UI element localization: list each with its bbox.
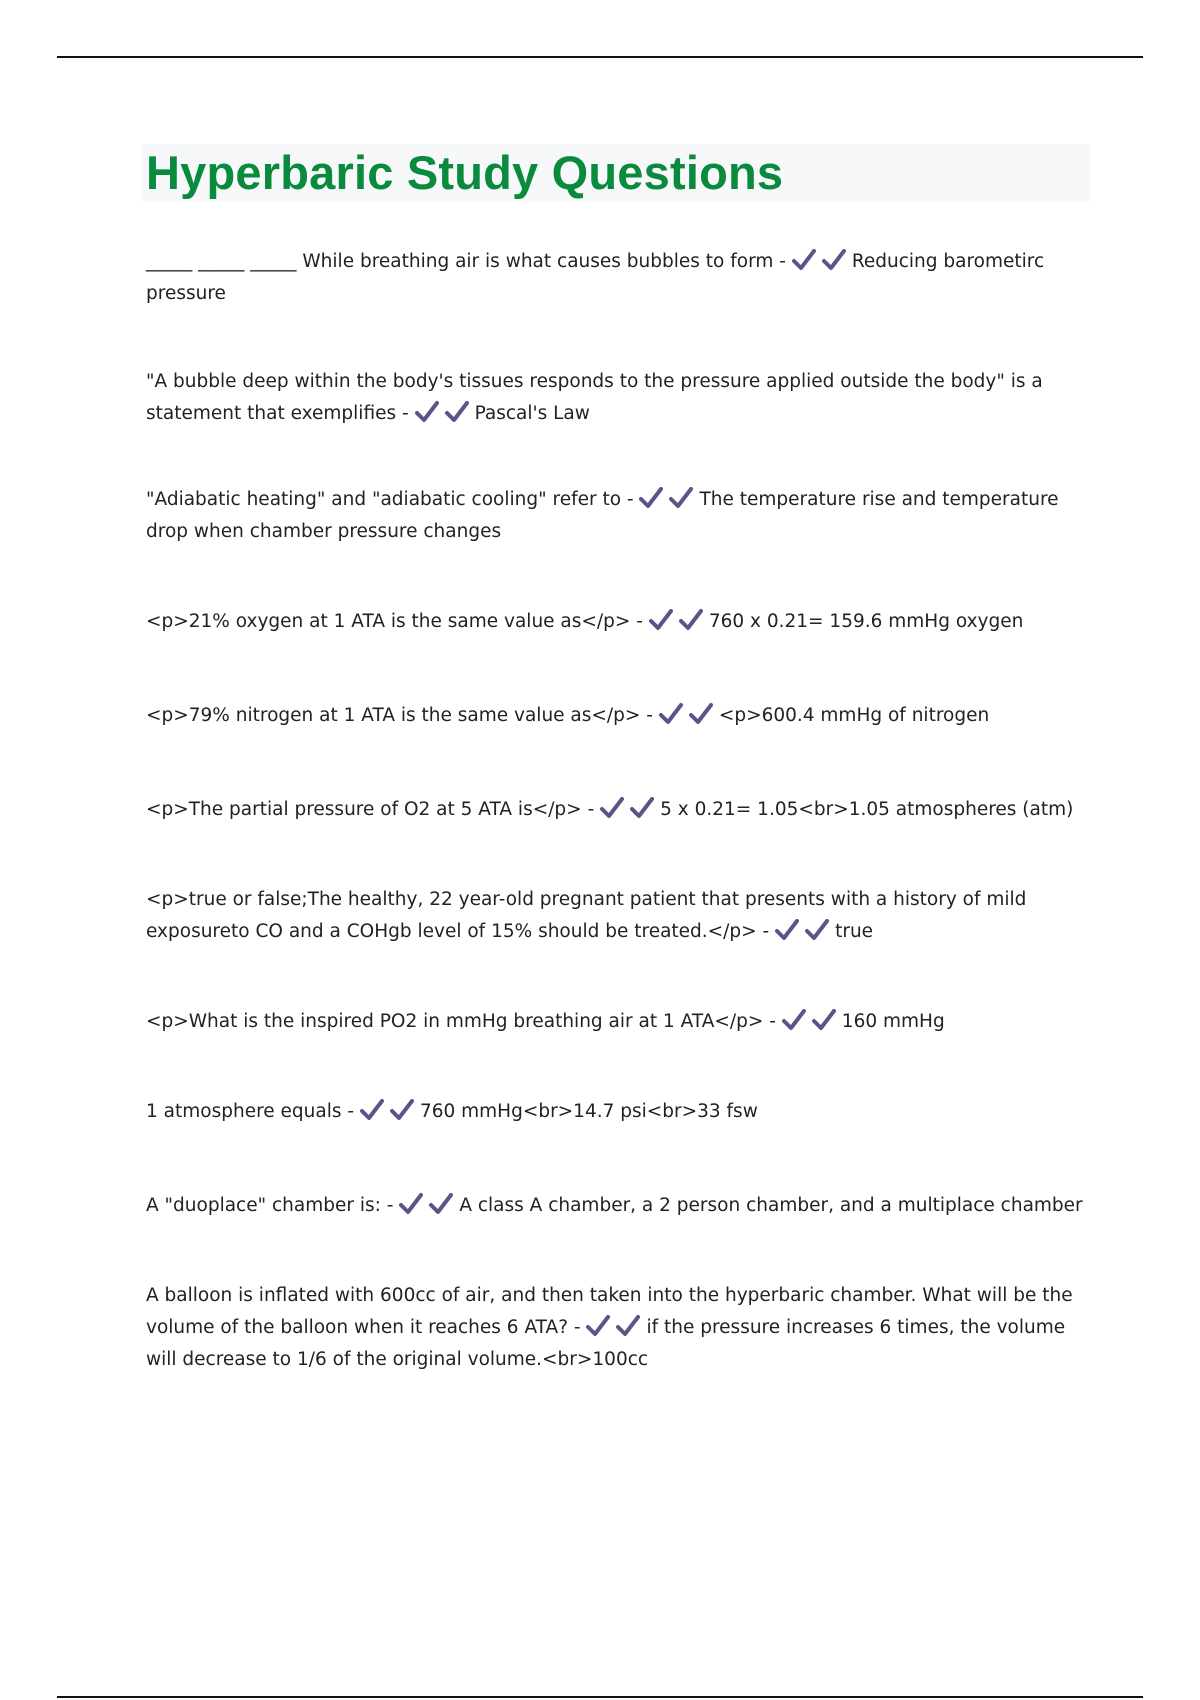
qa-item — [146, 484, 1086, 548]
question-text: "Adiabatic heating" and "adiabatic cooling" refer to — [146, 489, 622, 510]
check-icon — [782, 1009, 806, 1031]
qa-item — [146, 700, 1086, 732]
question-text: A "duoplace" chamber is: — [146, 1195, 381, 1216]
question-text: <p>true or false;The healthy, 22 year-old pregnant patient that presents with a history of mild exposureto CO and a COHgb level of 15% should be treated.</p> — [146, 889, 1027, 942]
answer-text: 760 x 0.21= 159.6 mmHg oxygen — [708, 611, 1024, 632]
qa-item — [146, 366, 1086, 430]
question-text: A balloon is inflated with 600cc of air, and then taken into the hyperbaric chamber. What will be the volume of the balloon when it reaches 6 ATA? — [146, 1285, 1073, 1338]
answer-text: Pascal's Law — [474, 403, 590, 424]
answer-text: true — [835, 921, 874, 942]
qa-item — [146, 1096, 1086, 1128]
question-text: "A bubble deep within the body's tissues responds to the pressure applied outside the body" is a statement that exemplifies — [146, 371, 1043, 424]
answer-text: 160 mmHg — [841, 1011, 945, 1032]
check-icon — [399, 1193, 423, 1215]
separator: - — [763, 1011, 782, 1032]
qa-item — [146, 1190, 1086, 1222]
separator: - — [621, 489, 640, 510]
separator: - — [380, 1195, 400, 1216]
question-text: <p>What is the inspired PO2 in mmHg breathing air at 1 ATA</p> — [146, 1011, 764, 1032]
separator: - — [640, 705, 659, 726]
answer-text: A class A chamber, a 2 person chamber, and a multiplace chamber — [459, 1195, 1083, 1216]
answer-text: Reducing barometirc pressure — [146, 251, 1045, 304]
check-icon — [445, 401, 469, 423]
check-icon — [390, 1099, 414, 1121]
check-icon — [822, 249, 846, 271]
check-icon — [689, 703, 713, 725]
question-text: 1 atmosphere equals — [146, 1101, 342, 1122]
check-icon — [775, 919, 799, 941]
separator: - — [630, 611, 649, 632]
separator: - — [396, 403, 415, 424]
separator: - — [341, 1101, 360, 1122]
check-icon — [792, 249, 816, 271]
check-icon — [415, 401, 439, 423]
answer-text: 5 x 0.21= 1.05<br>1.05 atmospheres (atm) — [660, 799, 1074, 820]
question-text: <p>79% nitrogen at 1 ATA is the same value as</p> — [146, 705, 641, 726]
question-text: <p>The partial pressure of O2 at 5 ATA is</p> — [146, 799, 582, 820]
question-text: _____ _____ _____ While breathing air is what causes bubbles to form — [146, 251, 774, 272]
separator: - — [756, 921, 776, 942]
check-icon — [360, 1099, 384, 1121]
qa-item — [146, 606, 1086, 638]
qa-item — [146, 1006, 1086, 1038]
check-icon — [659, 703, 683, 725]
check-icon — [805, 919, 829, 941]
qa-item — [146, 1280, 1086, 1376]
check-icon — [812, 1009, 836, 1031]
check-icon — [649, 609, 673, 631]
check-icon — [429, 1193, 453, 1215]
answer-text: The temperature rise and temperature drop when chamber pressure changes — [146, 489, 1059, 542]
title-banner — [142, 144, 1090, 202]
check-icon — [586, 1315, 610, 1337]
separator: - — [568, 1317, 587, 1338]
check-icon — [600, 797, 624, 819]
qa-item — [146, 246, 1086, 310]
qa-item — [146, 794, 1086, 826]
check-icon — [639, 487, 663, 509]
check-icon — [669, 487, 693, 509]
question-text: <p>21% oxygen at 1 ATA is the same value as</p> — [146, 611, 631, 632]
separator: - — [773, 251, 792, 272]
answer-text: if the pressure increases 6 times, the volume will decrease to 1/6 of the original volume.<br>100cc — [146, 1317, 1066, 1370]
answer-text: 760 mmHg<br>14.7 psi<br>33 fsw — [419, 1101, 758, 1122]
bottom-rule — [57, 1696, 1143, 1698]
answer-text: <p>600.4 mmHg of nitrogen — [718, 705, 990, 726]
check-icon — [630, 797, 654, 819]
question-list — [146, 246, 1086, 1376]
top-rule — [57, 56, 1143, 58]
check-icon — [616, 1315, 640, 1337]
separator: - — [581, 799, 601, 820]
check-icon — [679, 609, 703, 631]
page-title: Hyperbaric Study Questions — [146, 146, 784, 199]
qa-item — [146, 884, 1086, 948]
